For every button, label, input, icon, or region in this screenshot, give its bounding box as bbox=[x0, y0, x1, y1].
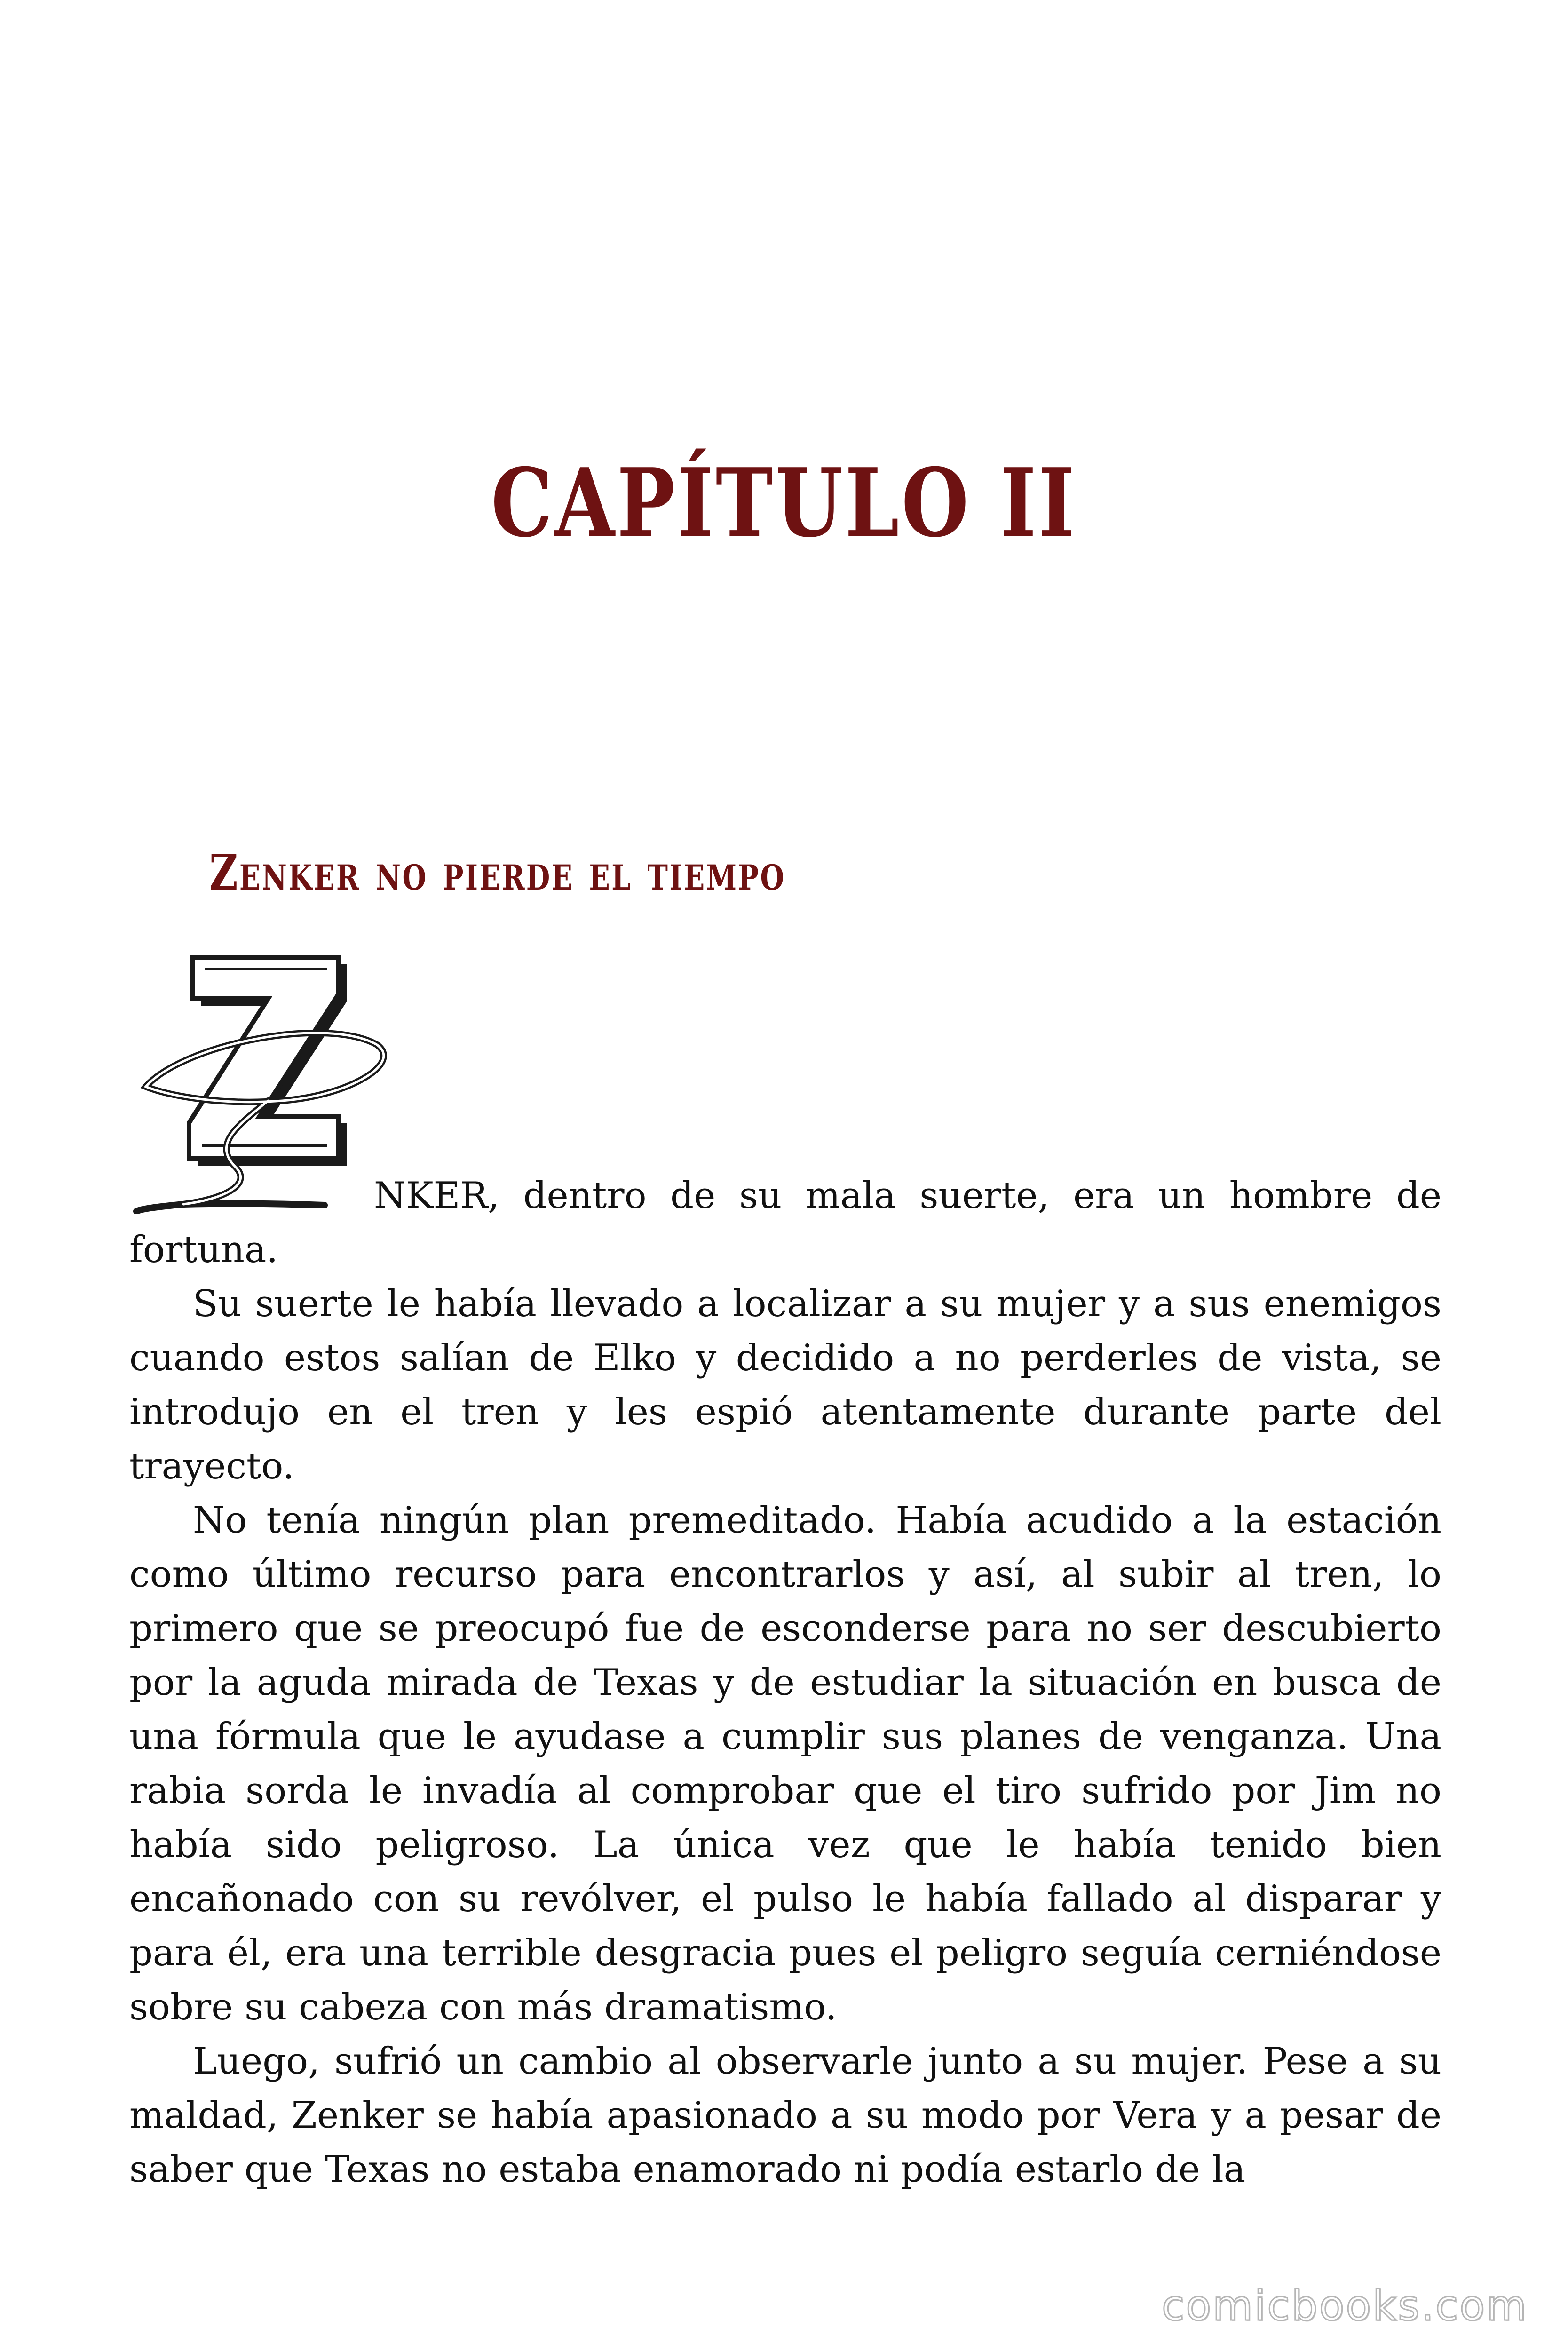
paragraph-2: Su suerte le había llevado a localizar a su mujer y a sus enemigos cuando estos salían de Elko y decidido a no perderles de vista, se introdujo en el tren y les espió atentamente durante parte del trayecto. bbox=[129, 1283, 1441, 1487]
paragraph-1 bbox=[129, 1169, 1441, 1277]
chapter-body bbox=[129, 1169, 1441, 2197]
paragraph-1-text: NKER, dentro de su mala suerte, era un hombre de fortuna. bbox=[129, 1175, 1441, 1271]
chapter-subtitle: Zenker no pierde el tiempo bbox=[209, 843, 786, 901]
paragraph-4: Luego, sufrió un cambio al observarle junto a su mujer. Pese a su maldad, Zenker se había apasionado a su modo por Vera y a pesar de saber que Texas no estaba enamorado ni podía estarlo de la bbox=[129, 2040, 1441, 2191]
chapter-title: CAPÍTULO II bbox=[491, 448, 1077, 558]
paragraph-3: No tenía ningún plan premeditado. Había acudido a la estación como último recurso para encontrarlos y así, al subir al tren, lo primero que se preocupó fue de esconderse para no ser descubierto por la aguda mirada de Texas y de estudiar la situación en busca de una fórmula que le ayudase a cumplir sus planes de venganza. Una rabia sorda le invadía al comprobar que el tiro sufrido por Jim no había sido peligroso. La única vez que le había tenido bien encañonado con su revólver, el pulso le había fallado al disparar y para él, era una terrible desgracia pues el peligro seguía cerniéndose sobre su cabeza con más dramatismo. bbox=[129, 1499, 1441, 2028]
watermark: comicbooks.com bbox=[1161, 2281, 1528, 2330]
